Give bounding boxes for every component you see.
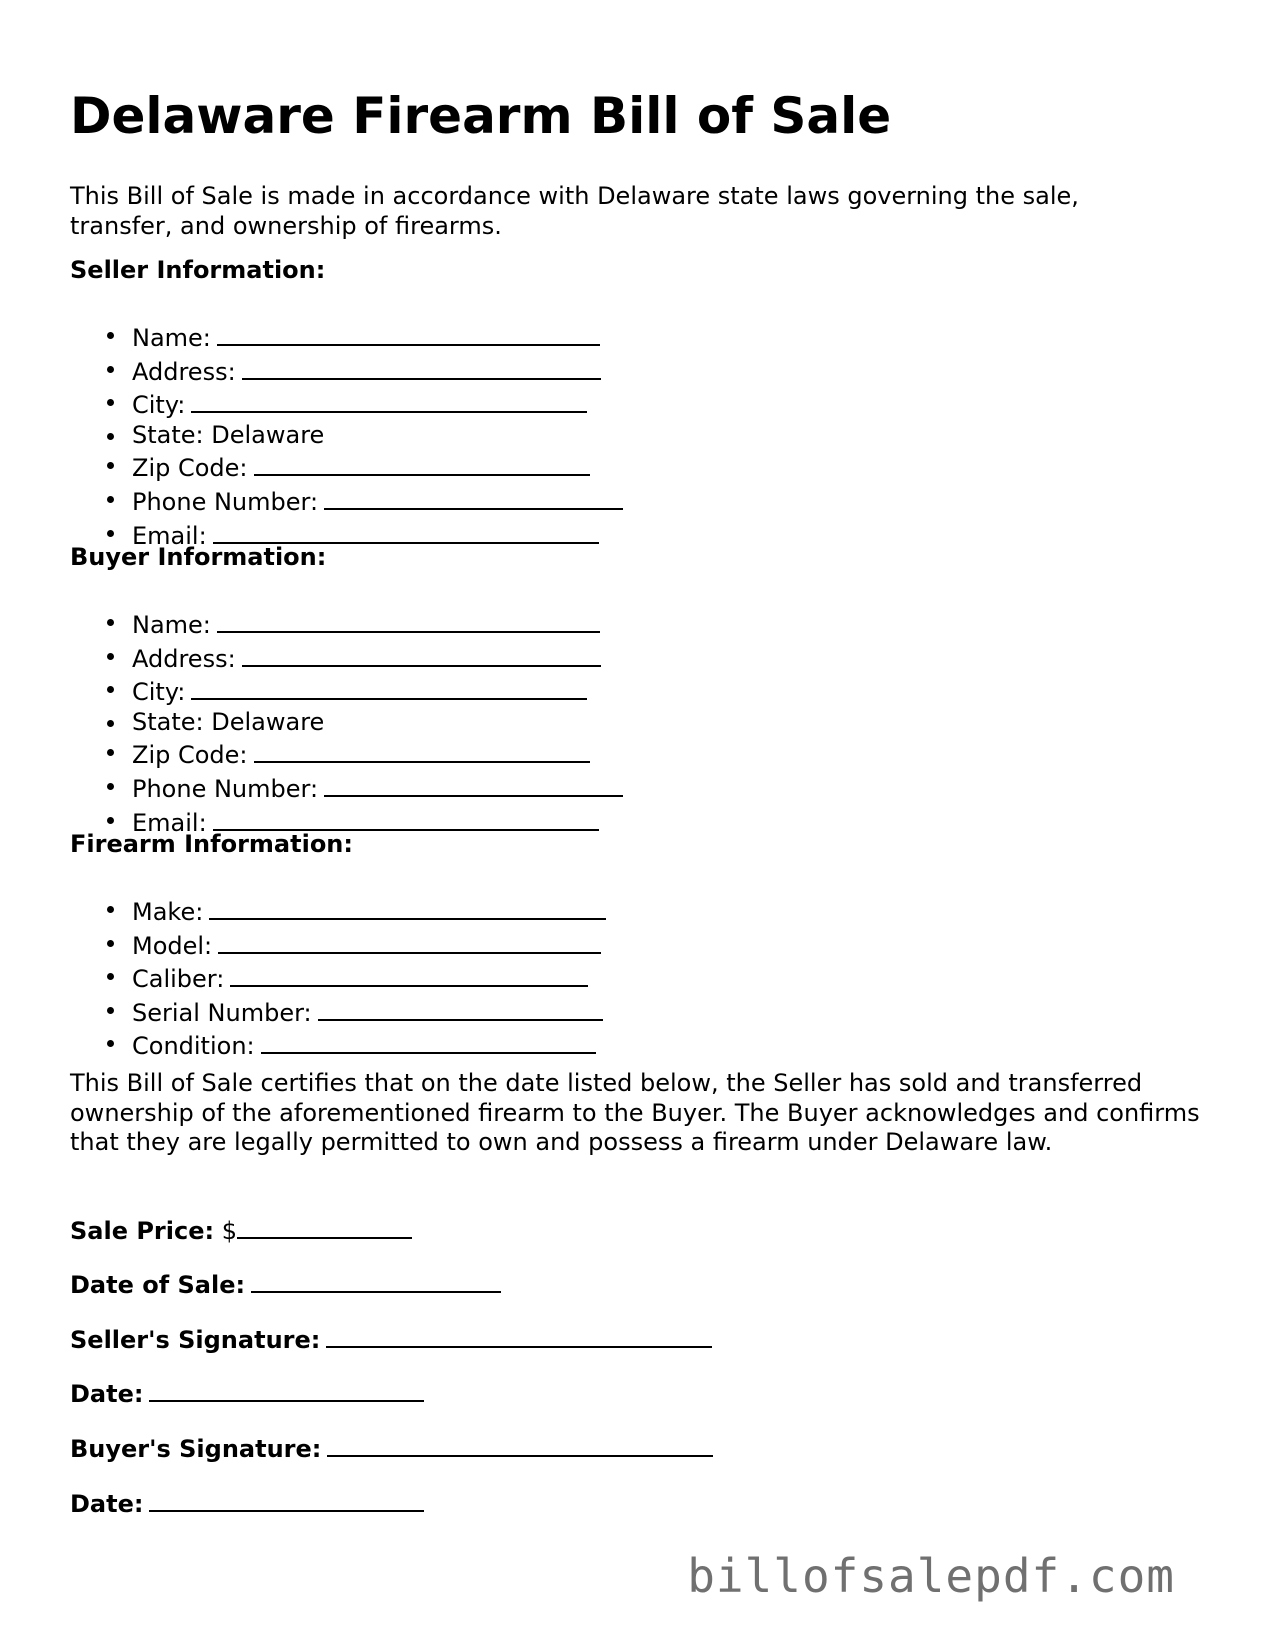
- seller-heading: Seller Information:: [70, 256, 326, 284]
- date-of-sale-row: [70, 1267, 501, 1300]
- buyer-email-label: Email:: [132, 808, 207, 837]
- seller-state-field: [132, 421, 623, 451]
- seller-name-field: [132, 320, 623, 354]
- buyer-address-label: Address:: [132, 644, 236, 673]
- seller-city-label: City:: [132, 391, 186, 420]
- seller-email-label: Email:: [132, 521, 207, 550]
- date-of-sale-label: Date of Sale:: [70, 1271, 246, 1299]
- seller-signature-label: Seller's Signature:: [70, 1326, 321, 1354]
- buyer-email-blank[interactable]: [213, 805, 599, 831]
- intro-paragraph: This Bill of Sale is made in accordance with Delaware state laws governing the sale, transfer, and ownership of firearms.: [70, 182, 1079, 240]
- seller-signature-blank[interactable]: [326, 1322, 712, 1348]
- buyer-city-label: City:: [132, 678, 186, 707]
- seller-email-blank[interactable]: [213, 518, 599, 544]
- sale-price-blank[interactable]: [237, 1213, 412, 1239]
- buyer-address-blank[interactable]: [242, 641, 601, 667]
- seller-phone-field: [132, 484, 623, 518]
- firearm-serial-field: [132, 995, 606, 1029]
- buyer-date-blank[interactable]: [149, 1486, 424, 1512]
- firearm-condition-blank[interactable]: [261, 1028, 596, 1054]
- buyer-zip-label: Zip Code:: [132, 741, 248, 770]
- firearm-condition-field: [132, 1028, 606, 1062]
- seller-address-blank[interactable]: [242, 354, 601, 380]
- seller-zip-field: [132, 450, 623, 484]
- buyer-date-label: Date:: [70, 1490, 144, 1518]
- buyer-name-blank[interactable]: [217, 607, 600, 633]
- seller-phone-blank[interactable]: [324, 484, 623, 510]
- buyer-heading: Buyer Information:: [70, 543, 327, 571]
- certification-paragraph: This Bill of Sale certifies that on the date listed below, the Seller has sold and transferred ownership of the aforementioned firearm to the Buyer. The Buyer acknowledges and confirms that they are legally permitted to own and possess a firearm under Delaware law.: [70, 1069, 1200, 1157]
- buyer-phone-field: [132, 771, 623, 805]
- buyer-field-list: [70, 607, 623, 838]
- seller-address-field: [132, 354, 623, 388]
- buyer-name-field: [132, 607, 623, 641]
- firearm-model-label: Model:: [132, 931, 213, 960]
- firearm-condition-label: Condition:: [132, 1032, 255, 1061]
- sale-price-row: [70, 1213, 412, 1246]
- buyer-zip-blank[interactable]: [254, 737, 590, 763]
- firearm-make-blank[interactable]: [209, 894, 606, 920]
- seller-field-list: [70, 320, 623, 551]
- seller-date-label: Date:: [70, 1380, 144, 1408]
- buyer-state-field: [132, 708, 623, 738]
- seller-zip-label: Zip Code:: [132, 454, 248, 483]
- seller-address-label: Address:: [132, 357, 236, 386]
- firearm-make-label: Make:: [132, 898, 204, 926]
- seller-date-row: [70, 1376, 424, 1409]
- buyer-signature-blank[interactable]: [327, 1431, 713, 1457]
- seller-city-blank[interactable]: [191, 387, 587, 413]
- buyer-zip-field: [132, 737, 623, 771]
- buyer-date-row: [70, 1486, 424, 1519]
- firearm-caliber-label: Caliber:: [132, 965, 225, 994]
- firearm-serial-label: Serial Number:: [132, 998, 312, 1027]
- firearm-caliber-blank[interactable]: [230, 961, 588, 987]
- firearm-model-blank[interactable]: [218, 928, 601, 954]
- seller-signature-row: [70, 1322, 712, 1355]
- buyer-city-blank[interactable]: [191, 674, 587, 700]
- buyer-city-field: [132, 674, 623, 708]
- buyer-phone-blank[interactable]: [324, 771, 623, 797]
- site-watermark: billofsalepdf.com: [687, 1549, 1175, 1603]
- buyer-signature-label: Buyer's Signature:: [70, 1435, 322, 1463]
- buyer-state-label: State: Delaware: [132, 707, 325, 736]
- buyer-address-field: [132, 641, 623, 675]
- seller-state-label: State: Delaware: [132, 420, 325, 449]
- seller-phone-label: Phone Number:: [132, 487, 319, 516]
- buyer-signature-row: [70, 1431, 713, 1464]
- seller-name-label: Name:: [132, 324, 211, 352]
- sale-price-label: Sale Price:: [70, 1217, 215, 1245]
- seller-city-field: [132, 387, 623, 421]
- firearm-model-field: [132, 928, 606, 962]
- sale-price-currency: $: [221, 1217, 238, 1245]
- buyer-phone-label: Phone Number:: [132, 774, 319, 803]
- firearm-field-list: [70, 894, 606, 1062]
- seller-name-blank[interactable]: [217, 320, 600, 346]
- date-of-sale-blank[interactable]: [251, 1267, 501, 1293]
- seller-date-blank[interactable]: [149, 1376, 424, 1402]
- firearm-serial-blank[interactable]: [318, 995, 603, 1021]
- buyer-name-label: Name:: [132, 611, 211, 639]
- page-title: Delaware Firearm Bill of Sale: [70, 87, 892, 145]
- seller-zip-blank[interactable]: [254, 450, 590, 476]
- firearm-make-field: [132, 894, 606, 928]
- firearm-heading: Firearm Information:: [70, 830, 353, 858]
- firearm-caliber-field: [132, 961, 606, 995]
